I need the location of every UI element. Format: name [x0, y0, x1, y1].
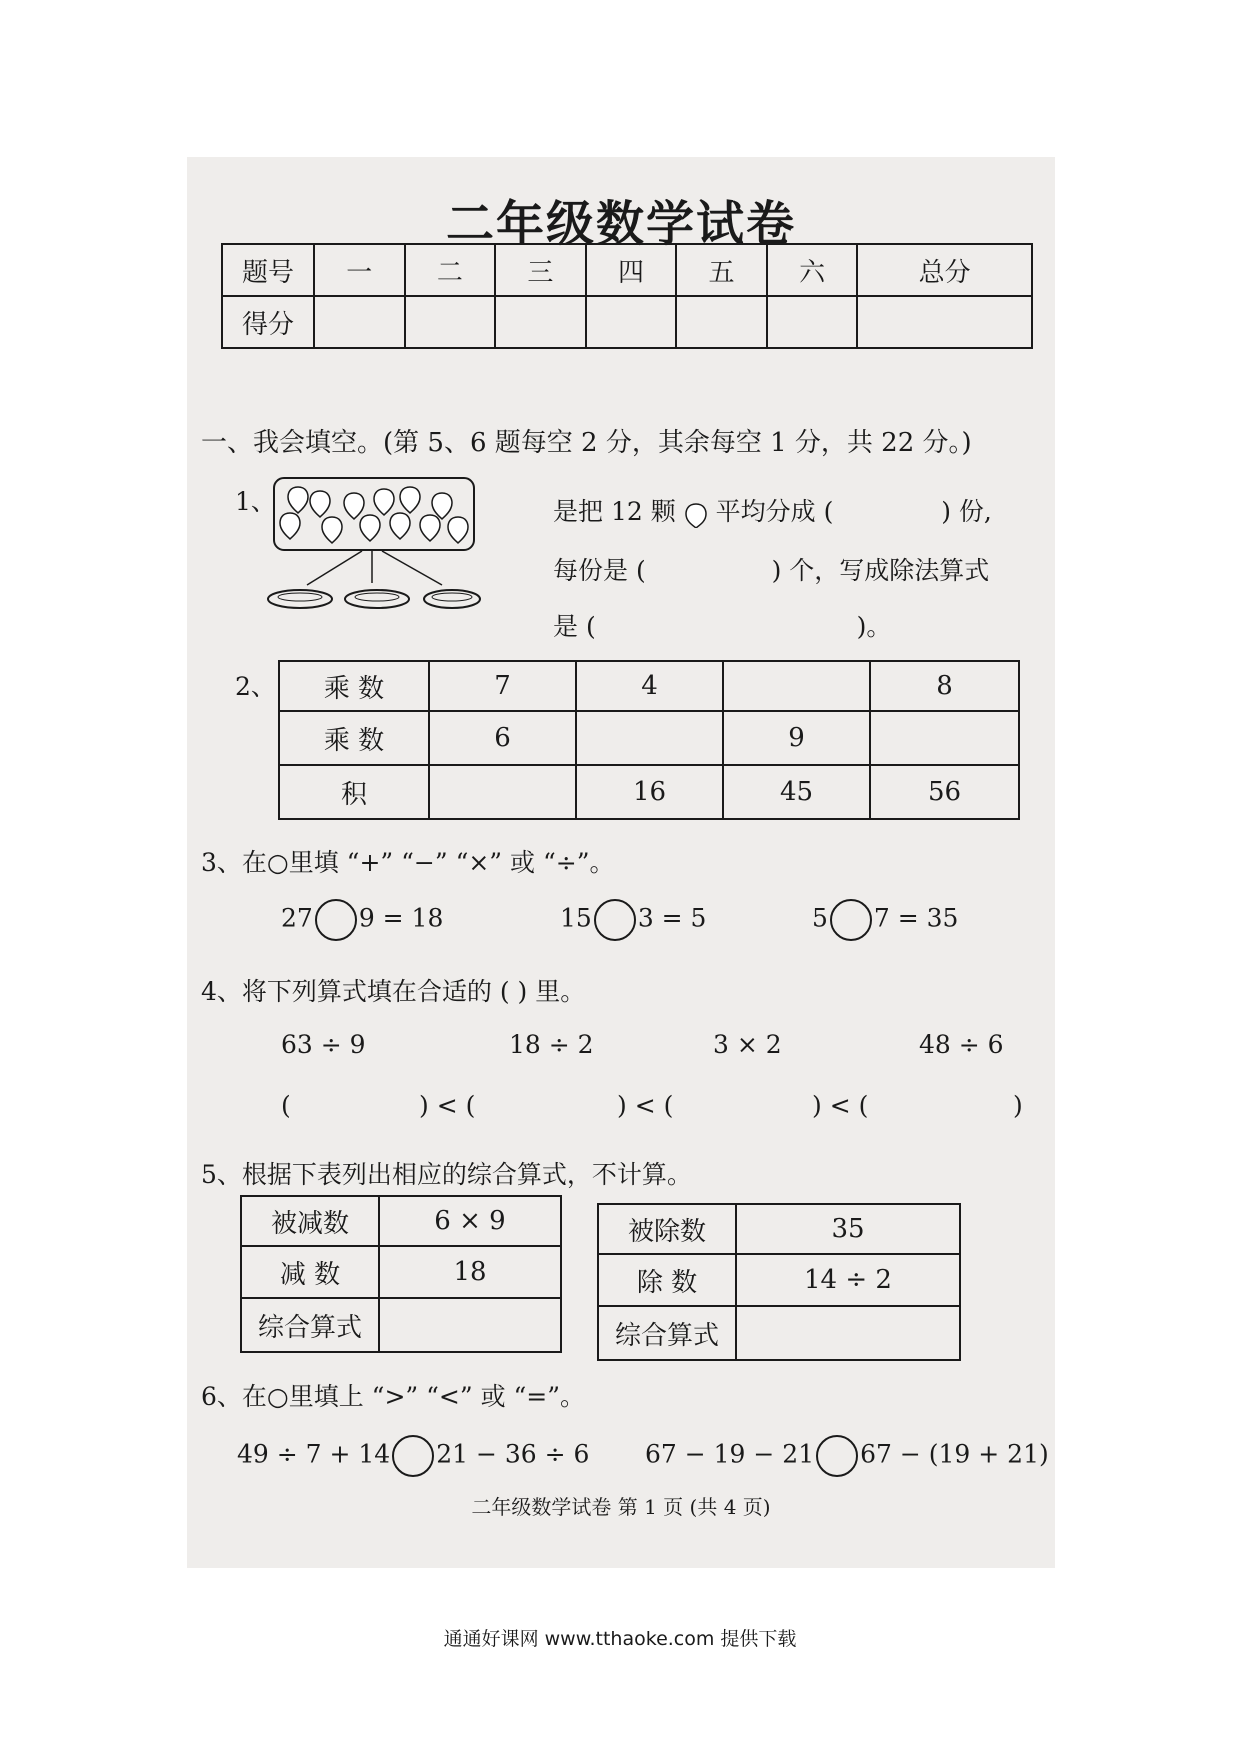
strawberry-icon-group [280, 487, 468, 543]
q2-cell-blank[interactable] [576, 711, 723, 765]
score-input-cell[interactable] [767, 296, 858, 348]
q5-left-value: 6 × 9 [379, 1196, 561, 1246]
score-input-cell[interactable] [586, 296, 677, 348]
q2-cell-blank[interactable] [870, 711, 1019, 765]
q4-expr: 48 ÷ 6 [919, 1030, 1004, 1059]
q2-cell: 9 [723, 711, 870, 765]
q4-expr: 63 ÷ 9 [281, 1030, 366, 1059]
q6-expr1-left: 49 ÷ 7 + 14 [237, 1439, 391, 1469]
q1-line3-text-a: 是 ( [553, 612, 596, 641]
q5-text: 5、根据下表列出相应的综合算式，不计算。 [201, 1160, 692, 1189]
q5-right-row [598, 1254, 960, 1306]
q2-row-product [279, 765, 1019, 819]
q2-label-cell: 乘 数 [279, 711, 429, 765]
score-table-score-row [222, 296, 1032, 348]
score-input-cell[interactable] [314, 296, 405, 348]
q3-eq2-operator-circle[interactable] [594, 899, 636, 941]
q5-right-label: 除 数 [598, 1254, 736, 1306]
page-footer: 二年级数学试卷 第 1 页 (共 4 页) [471, 1495, 771, 1519]
q1-number: 1、 [235, 487, 276, 516]
q5-left-row [241, 1246, 561, 1298]
q2-cell-blank[interactable] [723, 661, 870, 711]
q5-left-value: 18 [379, 1246, 561, 1298]
q5-left-label: 被减数 [241, 1196, 379, 1246]
score-table [221, 243, 1033, 349]
exam-page [187, 157, 1055, 1568]
score-input-cell[interactable] [857, 296, 1032, 348]
q2-cell: 4 [576, 661, 723, 711]
q5-left-row [241, 1196, 561, 1246]
q4-order-blank[interactable]: ) < ( [812, 1091, 869, 1120]
q3-eq1-left: 27 [281, 903, 313, 933]
q2-cell: 45 [723, 765, 870, 819]
q2-cell-blank[interactable] [429, 765, 576, 819]
q2-label-cell: 积 [279, 765, 429, 819]
q1-line2-text-a: 每份是 ( [553, 556, 646, 585]
q2-cell: 56 [870, 765, 1019, 819]
q6-expr1-right: 21 − 36 ÷ 6 [436, 1439, 590, 1469]
q4-order-blank[interactable]: ) < ( [617, 1091, 674, 1120]
q2-cell: 16 [576, 765, 723, 819]
q4-order-blank[interactable]: ) [1013, 1091, 1023, 1120]
q3-eq3-right: 7 = 35 [873, 903, 959, 933]
score-header-cell: 一 [314, 244, 405, 296]
score-table-header-row [222, 244, 1032, 296]
q4-expr: 3 × 2 [713, 1030, 782, 1059]
score-row-label: 得分 [222, 296, 314, 348]
q1-line3-text-b: )。 [856, 612, 892, 641]
q2-cell: 6 [429, 711, 576, 765]
q6-comparison-1 [237, 1435, 589, 1477]
q1-line1-text-c: ) 份, [941, 497, 992, 526]
q6-expr2-left: 67 − 19 − 21 [645, 1439, 815, 1469]
download-watermark: 通通好课网 www.tthaoke.com 提供下载 [443, 1628, 797, 1650]
q3-equation-3 [812, 899, 958, 941]
q5-left-row [241, 1298, 561, 1352]
q6-compare-circle-2[interactable] [816, 1435, 858, 1477]
score-header-cell: 五 [676, 244, 767, 296]
q2-row-factor1 [279, 661, 1019, 711]
q1-line1-text-a: 是把 12 颗 [553, 497, 676, 526]
q5-subtraction-table [240, 1195, 562, 1353]
q2-label-cell: 乘 数 [279, 661, 429, 711]
q2-multiplication-table [278, 660, 1020, 820]
section1-heading: 一、我会填空。(第 5、6 题每空 2 分，其余每空 1 分，共 22 分。) [201, 428, 972, 458]
q5-right-row [598, 1204, 960, 1254]
q5-division-table [597, 1203, 961, 1361]
q3-equation-1 [281, 899, 443, 941]
q3-eq3-operator-circle[interactable] [830, 899, 872, 941]
q1-line2 [553, 551, 989, 587]
exam-title: 二年级数学试卷 [445, 196, 796, 252]
q6-text: 6、在○里填上 “>” “<” 或 “=”。 [201, 1382, 586, 1411]
q5-right-label: 被除数 [598, 1204, 736, 1254]
strawberry-icon [684, 500, 708, 528]
strawberry-plates-illustration [262, 475, 482, 620]
score-header-cell: 总分 [857, 244, 1032, 296]
q5-left-label: 减 数 [241, 1246, 379, 1298]
q5-right-value: 14 ÷ 2 [736, 1254, 960, 1306]
q3-eq1-operator-circle[interactable] [315, 899, 357, 941]
q1-line1-text-b: 平均分成 ( [715, 497, 834, 526]
q1-line3 [553, 607, 891, 643]
q6-compare-circle-1[interactable] [392, 1435, 434, 1477]
q6-expr2-right: 67 − (19 + 21) [860, 1439, 1049, 1469]
q5-right-answer-cell[interactable] [736, 1306, 960, 1360]
q5-right-value: 35 [736, 1204, 960, 1254]
score-header-cell: 三 [495, 244, 586, 296]
q5-left-label: 综合算式 [241, 1298, 379, 1352]
q2-number: 2、 [235, 672, 276, 701]
score-header-cell: 六 [767, 244, 858, 296]
q1-line2-text-b: ) 个，写成除法算式 [771, 556, 990, 585]
q3-eq1-right: 9 = 18 [358, 903, 444, 933]
q4-order-blank[interactable]: ) < ( [419, 1091, 476, 1120]
q5-right-row [598, 1306, 960, 1360]
q3-eq2-right: 3 = 5 [637, 903, 707, 933]
q5-right-label: 综合算式 [598, 1306, 736, 1360]
q5-left-answer-cell[interactable] [379, 1298, 561, 1352]
score-input-cell[interactable] [495, 296, 586, 348]
q2-row-factor2 [279, 711, 1019, 765]
score-input-cell[interactable] [405, 296, 496, 348]
q2-cell: 7 [429, 661, 576, 711]
q4-order-blank[interactable]: ( [281, 1091, 291, 1120]
q2-cell: 8 [870, 661, 1019, 711]
score-header-cell: 题号 [222, 244, 314, 296]
q3-text: 3、在○里填 “+” “−” “×” 或 “÷”。 [201, 848, 615, 877]
q1-line1 [553, 492, 992, 528]
score-input-cell[interactable] [676, 296, 767, 348]
score-header-cell: 二 [405, 244, 496, 296]
q4-text: 4、将下列算式填在合适的 ( ) 里。 [201, 977, 586, 1006]
q3-eq3-left: 5 [812, 903, 828, 933]
q6-comparison-2 [645, 1435, 1049, 1477]
q3-equation-2 [560, 899, 706, 941]
q4-expr: 18 ÷ 2 [509, 1030, 594, 1059]
score-header-cell: 四 [586, 244, 677, 296]
q3-eq2-left: 15 [560, 903, 592, 933]
